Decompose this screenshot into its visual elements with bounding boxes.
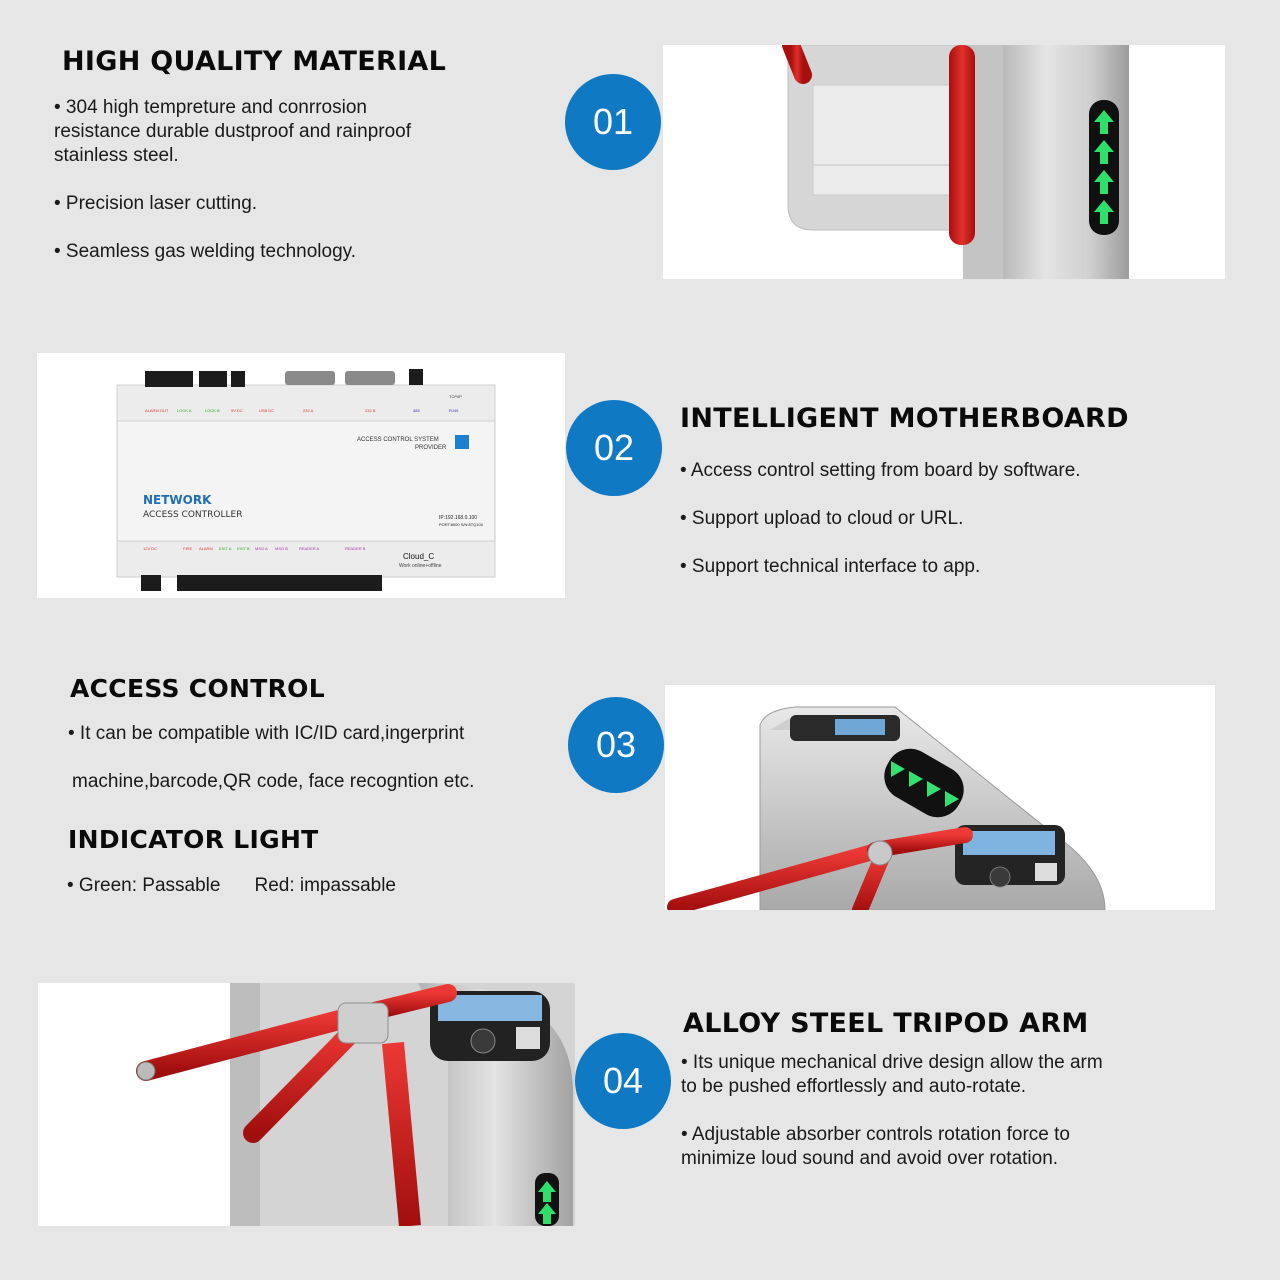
bullet-item: • Support technical interface to app.	[680, 556, 981, 577]
section-04-title: ALLOY STEEL TRIPOD ARM	[683, 1008, 1089, 1039]
bullet-item: • Support upload to cloud or URL.	[680, 508, 964, 529]
section-03-title: ACCESS CONTROL	[70, 674, 325, 703]
board-provider-line1: ACCESS CONTROL SYSTEM	[357, 437, 439, 443]
board-label: FIRE	[183, 546, 193, 551]
board-label: USB DC	[259, 408, 275, 413]
indicator-red-label: Red: impassable	[254, 875, 396, 896]
board-label: 12V DC	[143, 546, 158, 551]
board-label: EXIT A	[219, 546, 232, 551]
board-label: READER A	[299, 546, 320, 551]
tripod-arm-illustration	[38, 983, 575, 1226]
section-02-bullets	[680, 459, 1240, 579]
section-01-title: HIGH QUALITY MATERIAL	[62, 46, 447, 77]
board-label: MSG B	[275, 546, 288, 551]
step-01-badge: 01	[565, 74, 661, 170]
bullet-item: • Adjustable absorber controls rotation force to minimize loud sound and avoid over rotation.	[681, 1124, 1070, 1169]
board-label: EXIT B	[237, 546, 250, 551]
board-label: TCP/IP	[449, 394, 462, 399]
bullet-item: • Seamless gas welding technology.	[54, 241, 357, 262]
board-cloud: Cloud_C	[403, 552, 435, 561]
board-label: RJ45	[449, 408, 459, 413]
board-label: ALARM OUT	[145, 408, 169, 413]
board-label: ALARM	[199, 546, 213, 551]
board-label: 232 B	[365, 408, 376, 413]
tripod-arm-image	[38, 983, 575, 1226]
turnstile-closeup-illustration	[663, 45, 1225, 279]
board-label: READER B	[345, 546, 366, 551]
bullet-item: • 304 high tempreture and conrrosion resistance durable dustproof and rainproof stainless steel.	[54, 97, 412, 166]
board-subtitle: ACCESS CONTROLLER	[143, 510, 243, 520]
board-cloud-sub: Work online+offline	[399, 563, 442, 569]
section-03-bullets	[68, 722, 558, 794]
board-label: 485	[413, 408, 420, 413]
indicator-green-label: • Green: Passable	[67, 875, 221, 896]
step-03-badge: 03	[568, 697, 664, 793]
step-04-badge: 04	[575, 1033, 671, 1129]
bullet-item: machine,barcode,QR code, face recogntion etc.	[72, 771, 475, 792]
board-port: PORT:8000 S/N:8TQ100	[439, 522, 483, 527]
indicator-legend	[67, 874, 547, 898]
section-01-bullets	[54, 96, 534, 264]
board-brand-square	[455, 435, 469, 449]
turnstile-top-illustration	[665, 685, 1215, 910]
bullet-item: • Precision laser cutting.	[54, 193, 258, 214]
bullet-item: • It can be compatible with IC/ID card,ingerprint	[68, 723, 465, 744]
section-02-title: INTELLIGENT MOTHERBOARD	[680, 403, 1129, 434]
turnstile-closeup-image	[663, 45, 1225, 279]
controller-board-illustration	[37, 353, 565, 598]
board-label: LOCK A	[177, 408, 192, 413]
access-controller-board-image	[37, 353, 565, 598]
bullet-item: • Its unique mechanical drive design allow the arm to be pushed effortlessly and auto-rotate.	[681, 1052, 1103, 1097]
section-04-bullets	[681, 1051, 1241, 1171]
step-02-badge: 02	[566, 400, 662, 496]
board-label: LOCK B	[205, 408, 220, 413]
board-label: MSG A	[255, 546, 268, 551]
board-title: NETWORK	[143, 493, 212, 507]
board-provider-line2: PROVIDER	[415, 445, 447, 451]
turnstile-top-view-image	[665, 685, 1215, 910]
indicator-light-title: INDICATOR LIGHT	[68, 825, 319, 854]
board-label: 232 A	[303, 408, 314, 413]
board-ip: IP:192.168.0.100	[439, 515, 478, 521]
board-label: 5V DC	[231, 408, 243, 413]
bullet-item: • Access control setting from board by software.	[680, 460, 1081, 481]
